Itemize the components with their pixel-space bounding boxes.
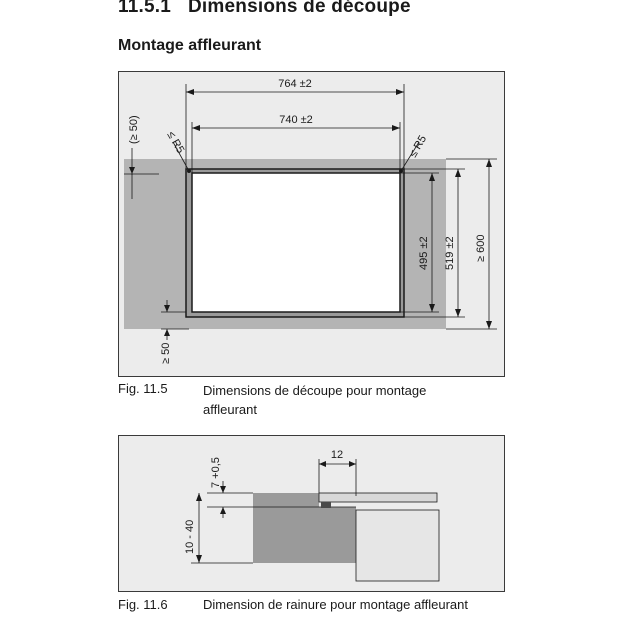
dim-rebate-width: 12 xyxy=(330,449,344,461)
figure-panel-cutout xyxy=(118,71,505,377)
hob-glass xyxy=(319,493,437,502)
section-title: Dimensions de découpe xyxy=(188,0,411,17)
cutout-opening xyxy=(192,173,400,312)
section-heading xyxy=(118,0,411,18)
section-number: 11.5.1 xyxy=(118,0,171,17)
cutout-diagram xyxy=(119,72,504,376)
dim-rebate-depth: 7 +0,5 xyxy=(210,457,222,488)
dim-inner-depth: 495 ±2 xyxy=(418,236,430,270)
figure-caption: Dimensions de découpe pour montage affleurant xyxy=(203,383,427,417)
dim-bottom-clearance: ≥ 50 xyxy=(160,342,172,364)
dim-radius-right: ≤ R5 xyxy=(407,133,430,160)
dim-radius-left: ≤ R5 xyxy=(164,129,187,156)
dim-worktop-thickness: 10 - 40 xyxy=(184,519,196,554)
rebate-diagram xyxy=(119,436,504,591)
hob-body xyxy=(356,510,439,581)
dim-inner-width: 740 ±2 xyxy=(279,114,313,126)
figure-label-2: Fig. 11.6 xyxy=(118,597,168,612)
dim-top-clearance: (≥ 50) xyxy=(128,115,140,144)
figure-label: Fig. 11.5 xyxy=(118,381,168,396)
figure-caption-2: Dimension de rainure pour montage affleurant xyxy=(203,597,468,612)
figure-panel-rebate xyxy=(118,435,505,592)
dim-outer-depth: 519 ±2 xyxy=(444,236,456,270)
dim-outer-width: 764 ±2 xyxy=(278,78,312,90)
fixing-bracket xyxy=(321,502,331,508)
subsection-title: Montage affleurant xyxy=(118,37,262,54)
dim-worktop-depth: ≥ 600 xyxy=(475,234,487,262)
